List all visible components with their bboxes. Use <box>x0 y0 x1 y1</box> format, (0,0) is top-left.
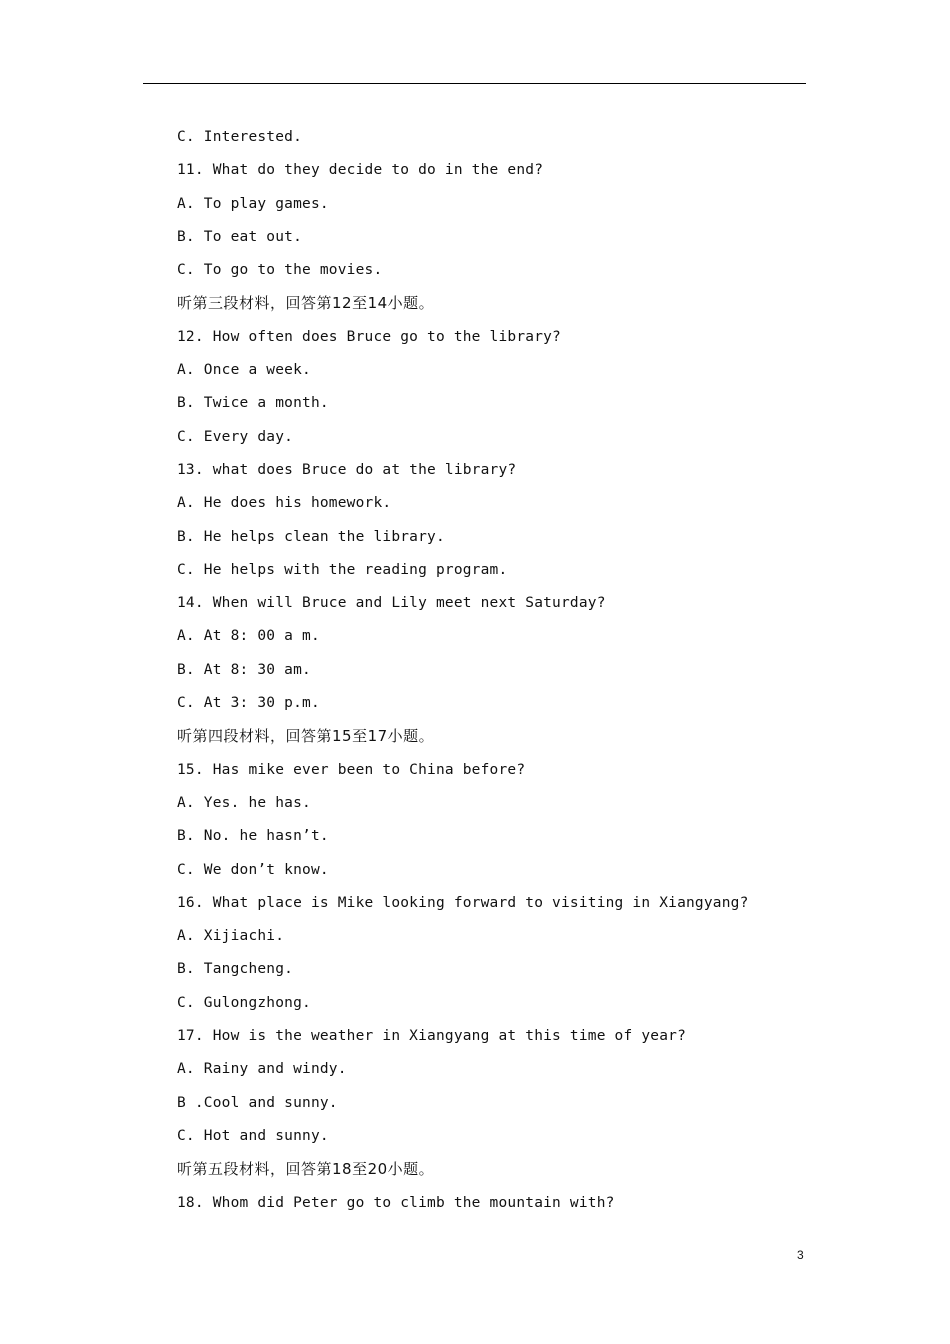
option-line: A. Once a week. <box>177 362 311 379</box>
option-line: C. We don’t know. <box>177 861 329 878</box>
option-line: B. He helps clean the library. <box>177 528 445 545</box>
section-instruction: 听第四段材料，回答第15至17小题。 <box>177 727 435 746</box>
option-line: A. At 8: 00 a m. <box>177 628 320 645</box>
option-line: B .Cool and sunny. <box>177 1094 338 1111</box>
option-line: A. To play games. <box>177 195 329 212</box>
option-line: C. Every day. <box>177 428 294 445</box>
question-line: 11. What do they decide to do in the end? <box>177 162 544 179</box>
option-line: C. Gulongzhong. <box>177 994 311 1011</box>
header-rule <box>143 83 806 84</box>
page-number: 3 <box>797 1248 804 1262</box>
option-line: B. To eat out. <box>177 228 303 245</box>
question-line: 13. what does Bruce do at the library? <box>177 461 517 478</box>
exam-content <box>177 125 817 1224</box>
question-line: 14. When will Bruce and Lily meet next Saturday? <box>177 595 606 612</box>
option-line: A. Yes. he has. <box>177 794 311 811</box>
question-line: 18. Whom did Peter go to climb the mountain with? <box>177 1194 615 1211</box>
option-line: B. At 8: 30 am. <box>177 661 311 678</box>
option-line: A. He does his homework. <box>177 495 392 512</box>
question-line: 15. Has mike ever been to China before? <box>177 761 526 778</box>
option-line: B. No. he hasn’t. <box>177 828 329 845</box>
section-instruction: 听第五段材料，回答第18至20小题。 <box>177 1160 435 1179</box>
option-line: C. To go to the movies. <box>177 262 383 279</box>
option-line: C. At 3: 30 p.m. <box>177 695 320 712</box>
option-line: B. Twice a month. <box>177 395 329 412</box>
option-line: C. Hot and sunny. <box>177 1127 329 1144</box>
option-line: C. Interested. <box>177 129 303 145</box>
question-line: 17. How is the weather in Xiangyang at this time of year? <box>177 1028 686 1045</box>
section-instruction: 听第三段材料，回答第12至14小题。 <box>177 294 435 313</box>
option-line: A. Xijiachi. <box>177 928 285 945</box>
question-line: 12. How often does Bruce go to the library? <box>177 328 561 345</box>
option-line: A. Rainy and windy. <box>177 1061 347 1078</box>
question-line: 16. What place is Mike looking forward to visiting in Xiangyang? <box>177 894 749 911</box>
option-line: B. Tangcheng. <box>177 961 294 978</box>
option-line: C. He helps with the reading program. <box>177 561 508 578</box>
